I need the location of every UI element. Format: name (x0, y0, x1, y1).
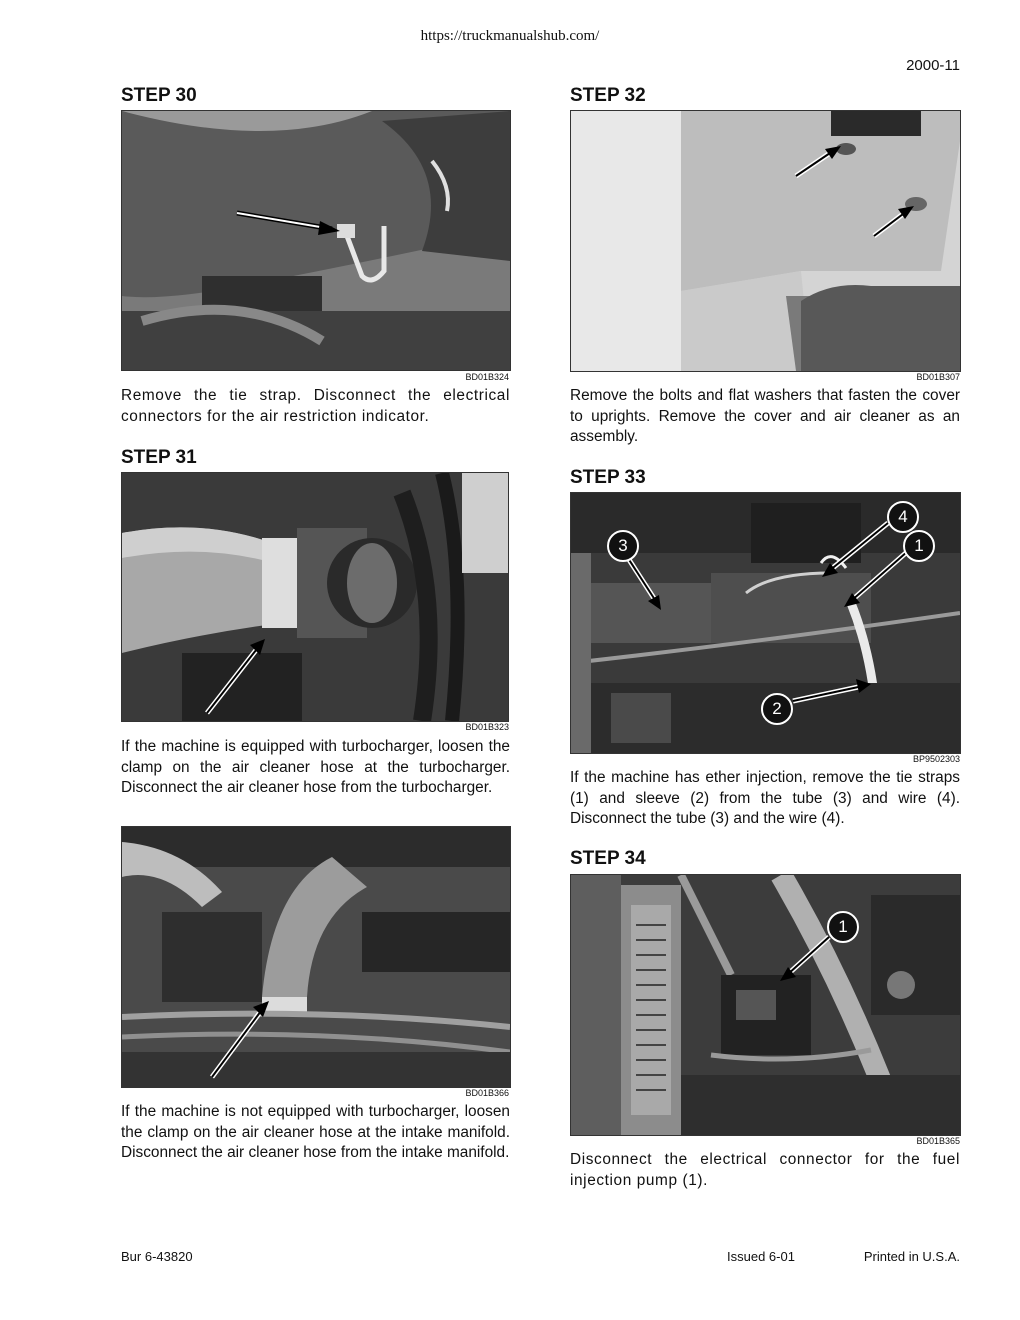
step-34-caption: Disconnect the electrical connector for the fuel injection pump (1). (570, 1151, 960, 1189)
callout-4: 4 (887, 501, 919, 533)
callout-1: 1 (903, 530, 935, 562)
step-31-heading: STEP 31 (121, 447, 197, 468)
step-33-figure-code: BP9502303 (912, 754, 960, 764)
step-33-photo (570, 492, 961, 754)
footer-doc-number: Bur 6-43820 (121, 1249, 193, 1264)
callout-1: 1 (827, 911, 859, 943)
step-31-caption-a-text: If the machine is equipped with turbocharger, loosen the clamp on the air cleaner hose at the turbocharger. Disconnect the air cleaner hose from the turbocharger. (121, 738, 510, 796)
page-number: 2000-11 (906, 57, 960, 74)
callout-3: 3 (607, 530, 639, 562)
callout-2: 2 (761, 693, 793, 725)
step-31-photo-b (121, 826, 511, 1088)
step-30-heading: STEP 30 (121, 85, 197, 106)
step-34-photo (570, 874, 961, 1136)
step-31-caption-b: If the machine is not equipped with turbocharger, loosen the clamp on the air cleaner hose at the intake manifold. Disconnect the air cleaner hose from the intake manifold. (121, 1103, 510, 1161)
step-31-photo-a (121, 472, 509, 722)
step-30-figure-code: BD01B324 (465, 372, 509, 382)
step-31-caption-a (121, 737, 510, 799)
step-34-figure-code: BD01B365 (916, 1136, 960, 1146)
step-30-photo (121, 110, 511, 371)
footer-printed: Printed in U.S.A. (863, 1249, 960, 1264)
step-33-caption: If the machine has ether injection, remove the tie straps (1) and sleeve (2) from the tube (3) and wire (4). Disconnect the tube (3) and the wire (4). (570, 769, 960, 827)
step-34-heading: STEP 34 (570, 848, 646, 869)
step-30-caption: Remove the tie strap. Disconnect the electrical connectors for the air restriction indicator. (121, 387, 510, 425)
step-32-heading: STEP 32 (570, 85, 646, 106)
step-32-photo (570, 110, 961, 372)
step-32-caption: Remove the bolts and flat washers that fasten the cover to uprights. Remove the cover and air cleaner as an assembly. (570, 387, 960, 445)
step-31-figure-code-b: BD01B366 (465, 1088, 509, 1098)
step-33-heading: STEP 33 (570, 467, 646, 488)
source-url[interactable]: https://truckmanualshub.com/ (420, 28, 600, 44)
footer-issued: Issued 6-01 (727, 1249, 795, 1264)
step-32-figure-code: BD01B307 (916, 372, 960, 382)
step-31-figure-code-a: BD01B323 (465, 722, 509, 732)
